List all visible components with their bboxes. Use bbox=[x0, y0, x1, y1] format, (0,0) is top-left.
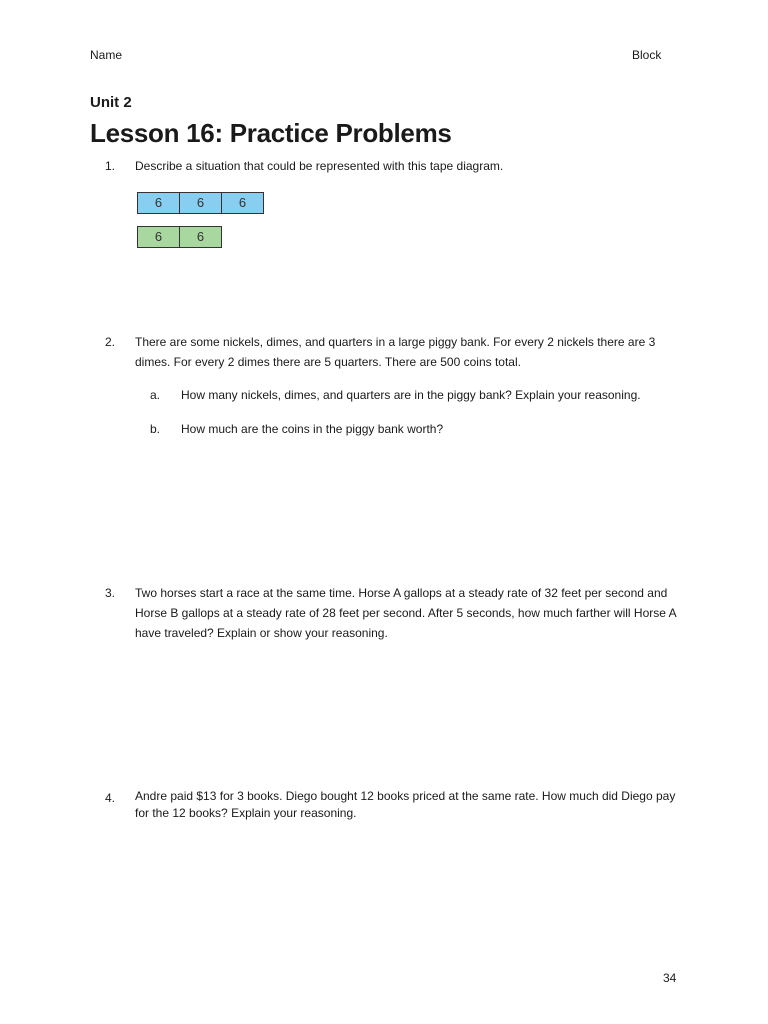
problem-2-text: There are some nickels, dimes, and quarters in a large piggy bank. For every 2 nickels there are 3 dimes. For every 2 dimes there are 5 quarters. There are 500 coins total. bbox=[135, 335, 656, 369]
page-number: 34 bbox=[663, 971, 677, 985]
problem-3-text: Two horses start a race at the same time. Horse A gallops at a steady rate of 32 feet per second and Horse B gallops at a steady rate of 28 feet per second. After 5 seconds, how much farther will Horse A have traveled? Explain or show your reasoning. bbox=[135, 586, 676, 640]
problem-2-number: 2. bbox=[105, 335, 116, 349]
tape-row-green bbox=[137, 226, 264, 248]
problem-2a-letter: a. bbox=[150, 388, 161, 402]
tape-row-blue bbox=[137, 192, 264, 214]
page-title: Lesson 16: Practice Problems bbox=[90, 118, 452, 148]
problem-2b-letter: b. bbox=[150, 422, 161, 436]
problem-4-text: Andre paid $13 for 3 books. Diego bought 12 books priced at the same rate. How much did Diego pay for the 12 books? Explain your reasoning. bbox=[135, 789, 676, 820]
tape-cell: 6 bbox=[138, 192, 180, 214]
tape-diagram bbox=[137, 192, 264, 248]
problem-1-text: Describe a situation that could be represented with this tape diagram. bbox=[135, 159, 504, 173]
name-label: Name bbox=[90, 48, 123, 62]
tape-cell: 6 bbox=[138, 226, 180, 248]
problem-2b-text: How much are the coins in the piggy bank worth? bbox=[181, 422, 444, 436]
block-label: Block bbox=[632, 48, 662, 62]
problem-1-number: 1. bbox=[105, 159, 116, 173]
problem-2a-text: How many nickels, dimes, and quarters are in the piggy bank? Explain your reasoning. bbox=[181, 388, 641, 402]
unit-heading: Unit 2 bbox=[90, 94, 132, 111]
tape-cell: 6 bbox=[180, 192, 222, 214]
problem-3-number: 3. bbox=[105, 586, 116, 600]
problem-4-number: 4. bbox=[105, 791, 116, 805]
tape-cell: 6 bbox=[180, 226, 222, 248]
tape-cell: 6 bbox=[222, 192, 264, 214]
